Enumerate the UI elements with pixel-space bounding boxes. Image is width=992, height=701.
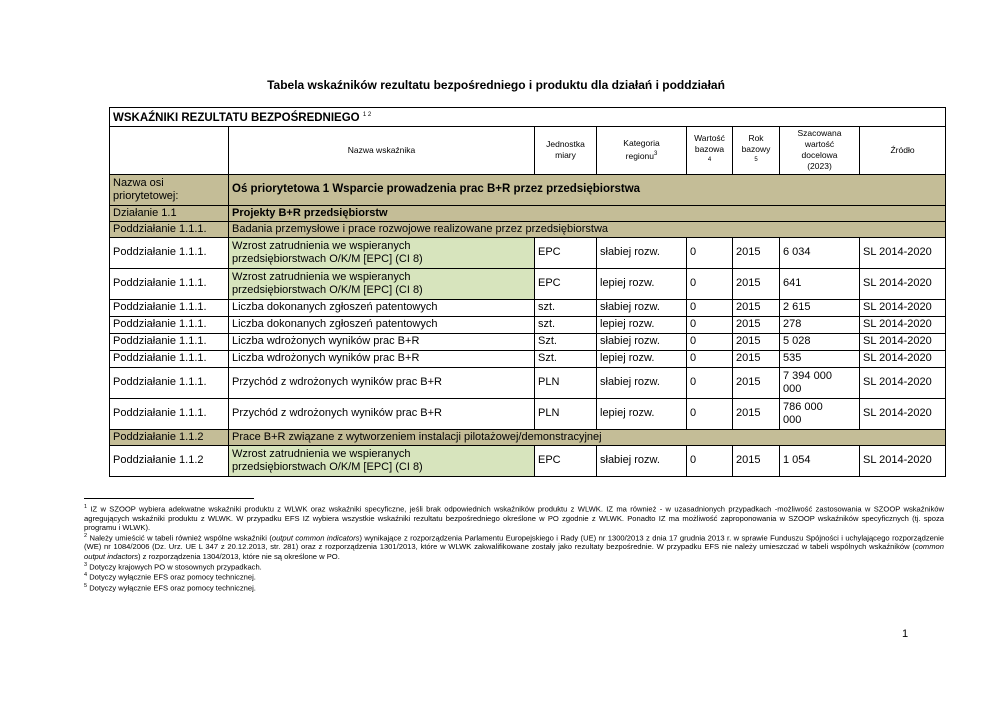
column-header-category: Kategoria regionu$^3$ <box>597 126 687 174</box>
subaction-row <box>110 429 946 445</box>
column-header-name: Nazwa wskaźnika <box>229 126 535 174</box>
axis-row <box>110 174 946 205</box>
table-row: Poddziałanie 1.1.1. Liczba wdrożonych wyników prac B+R Szt. słabiej rozw. 0 2015 5 028 SL 2014-2020 <box>110 333 946 350</box>
table-row: Poddziałanie 1.1.1. Przychód z wdrożonych wyników prac B+R PLN słabiej rozw. 0 2015 7 394 000 000 SL 2014-2020 <box>110 367 946 398</box>
subaction-label: Poddziałanie 1.1.1. <box>110 221 229 237</box>
column-header-blank <box>110 126 229 174</box>
column-header-base-value: Wartość bazowa $^4$ <box>687 126 733 174</box>
table-row: Poddziałanie 1.1.1. Liczba dokonanych zgłoszeń patentowych szt. słabiej rozw. 0 2015 2 615 SL 2014-2020 <box>110 299 946 316</box>
subaction-title: Prace B+R związane z wytworzeniem instalacji pilotażowej/demonstracyjnej <box>229 429 946 445</box>
table-row: Poddziałanie 1.1.1. Przychód z wdrożonych wyników prac B+R PLN lepiej rozw. 0 2015 786 000 000 SL 2014-2020 <box>110 398 946 429</box>
axis-label: Nazwa osi priorytetowej: <box>110 174 229 205</box>
column-header-unit: Jednostka miary <box>535 126 597 174</box>
column-header-base-year: Rok bazowy $^5$ <box>733 126 780 174</box>
column-header-source: Źródło <box>860 126 946 174</box>
subaction-label: Poddziałanie 1.1.2 <box>110 429 229 445</box>
document-title: Tabela wskaźników rezultatu bezpośredniego i produktu dla działań i poddziałań <box>267 78 725 92</box>
column-header-row <box>110 126 946 174</box>
indicators-table <box>109 107 946 477</box>
section-header: WSKAŹNIKI REZULTATU BEZPOŚREDNIEGO $^{1 2}$ <box>110 108 946 127</box>
table-row: Poddziałanie 1.1.1. Liczba dokonanych zgłoszeń patentowych szt. lepiej rozw. 0 2015 278 SL 2014-2020 <box>110 316 946 333</box>
footnote-4: $^4$ Dotyczy wyłącznie EFS oraz pomocy technicznej. <box>84 572 256 582</box>
footnote-2: $^2$ Należy umieścić w tabeli również wspólne wskaźniki (output common indicators) wynikające z rozporządzenia Parlamentu Europejskiego i Rady (UE) nr 1300/2013 z dnia 17 grudnia 2013 r. w sprawie Funduszu Spójności i uchylającego rozporządzenie (WE) nr 1084/2006 (Dz. Urz. UE L 347 z 20.12.2013, str. 281) oraz z rozporządzenia 1301/2013, które w WLWK zakwalifikowane zostały jako rezultaty bezpośrednie. W przypadku EFS nie należy umieszczać w tabeli wspólnych wskaźników (common output indactors) z rozporządzenia 1304/2013, które nie są określone w PO. <box>84 532 944 561</box>
section-header-row <box>110 108 946 127</box>
footnote-5: $^5$ Dotyczy wyłącznie EFS oraz pomocy technicznej. <box>84 582 256 593</box>
action-label: Działanie 1.1 <box>110 205 229 221</box>
action-row <box>110 205 946 221</box>
table-row: Poddziałanie 1.1.1. Wzrost zatrudnienia we wspieranych przedsiębiorstwach O/K/M [EPC] (CI 8) EPC słabiej rozw. 0 2015 6 034 SL 2014-2020 <box>110 237 946 268</box>
action-title: Projekty B+R przedsiębiorstw <box>229 205 946 221</box>
footnote-divider <box>84 498 254 499</box>
table-row: Poddziałanie 1.1.2 Wzrost zatrudnienia we wspieranych przedsiębiorstwach O/K/M [EPC] (CI 8) EPC słabiej rozw. 0 2015 1 054 SL 2014-2020 <box>110 445 946 476</box>
footnote-3: $^3$ Dotyczy krajowych PO w stosownych przypadkach. <box>84 561 262 572</box>
column-header-target: Szacowana wartość docelowa (2023) <box>780 126 860 174</box>
axis-title: Oś priorytetowa 1 Wsparcie prowadzenia prac B+R przez przedsiębiorstwa <box>229 174 946 205</box>
page-number: 1 <box>902 628 909 640</box>
footnotes <box>84 503 944 593</box>
subaction-title: Badania przemysłowe i prace rozwojowe realizowane przez przedsiębiorstwa <box>229 221 946 237</box>
table-row: Poddziałanie 1.1.1. Liczba wdrożonych wyników prac B+R Szt. lepiej rozw. 0 2015 535 SL 2014-2020 <box>110 350 946 367</box>
subaction-row <box>110 221 946 237</box>
table-row: Poddziałanie 1.1.1. Wzrost zatrudnienia we wspieranych przedsiębiorstwach O/K/M [EPC] (CI 8) EPC lepiej rozw. 0 2015 641 SL 2014-2020 <box>110 268 946 299</box>
footnote-1: $^1$ IZ w SZOOP wybiera adekwatne wskaźniki produktu z WLWK oraz wskaźniki specyficzne, jeśli brak odpowiednich wskaźników produktu z WLWK. IZ ma również - w uzasadnionych przypadkach -możliwość zastosowania w SZOOP wskaźników agregujących wskaźniki produktu z WLWK. W przypadku EFS IZ wybiera wszystkie wskaźniki rezultatu bezpośredniego określone w PO zgodnie z WLWK. Ponadto IZ ma możliwość zaproponowania w SZOOP wskaźników specyficznych (tj. spoza programu i WLWK). <box>84 504 944 532</box>
